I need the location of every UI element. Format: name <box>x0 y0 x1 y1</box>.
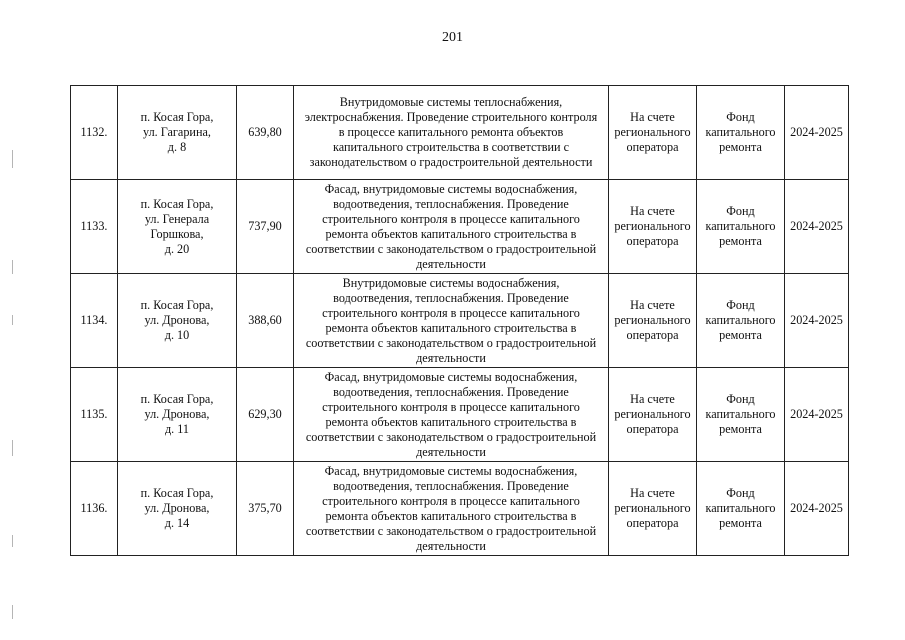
works-description-line: ремонта объектов капитального строительства в <box>325 414 577 429</box>
address-cell <box>118 86 237 180</box>
works-description-line: деятельности <box>416 444 486 459</box>
address-cell <box>118 368 237 462</box>
works-description-line: соответствии с законодательством о градостроительной <box>305 241 597 256</box>
works-description-cell <box>294 86 609 180</box>
funding-source-cell <box>697 274 785 368</box>
fund-owner-line: оператора <box>626 328 679 342</box>
funding-source-line: ремонта <box>719 328 762 342</box>
item-number-cell: 1132. <box>71 86 118 180</box>
works-description-line: водоотведения, теплоснабжения. Проведение <box>333 290 569 305</box>
period-cell: 2024-2025 <box>785 368 849 462</box>
address-line: ул. Дронова, <box>144 407 210 421</box>
item-number-cell: 1134. <box>71 274 118 368</box>
address-line: п. Косая Гора, <box>140 110 214 124</box>
fund-owner-cell <box>609 462 697 556</box>
fund-owner-line: регионального <box>614 219 691 233</box>
works-description-line: Фасад, внутридомовые системы водоснабжения, <box>324 463 578 478</box>
works-description-line: электроснабжения. Проведение строительного контроля <box>304 110 598 124</box>
works-description-cell <box>294 462 609 556</box>
area-cell: 639,80 <box>237 86 294 180</box>
period-cell: 2024-2025 <box>785 462 849 556</box>
fund-owner-cell <box>609 180 697 274</box>
address-line: п. Косая Гора, <box>140 196 214 211</box>
works-description-cell <box>294 368 609 462</box>
fund-owner-cell <box>609 274 697 368</box>
works-description-line: деятельности <box>416 538 486 553</box>
funding-source-cell <box>697 462 785 556</box>
fund-owner-line: регионального <box>614 125 691 139</box>
funding-source-line: капитального <box>705 501 776 515</box>
funding-source-line: капитального <box>705 407 776 421</box>
address-line: ул. Генерала <box>144 211 210 226</box>
address-line: д. 20 <box>164 241 190 256</box>
table-row <box>71 86 849 180</box>
funding-source-line: ремонта <box>719 234 762 248</box>
fund-owner-line: регионального <box>614 407 691 421</box>
works-description-line: законодательством о градостроительной деятельности <box>309 155 593 169</box>
address-line: д. 11 <box>164 422 190 436</box>
works-description-line: деятельности <box>416 350 486 365</box>
fund-owner-line: регионального <box>614 313 691 327</box>
works-description-line: соответствии с законодательством о градостроительной <box>305 523 597 538</box>
address-cell <box>118 462 237 556</box>
area-cell: 629,30 <box>237 368 294 462</box>
address-line: ул. Гагарина, <box>143 125 211 139</box>
fund-owner-line: оператора <box>626 234 679 248</box>
period-cell: 2024-2025 <box>785 274 849 368</box>
funding-source-line: капитального <box>705 313 776 327</box>
fund-owner-line: На счете <box>630 204 675 218</box>
funding-source-line: капитального <box>705 125 776 139</box>
scan-margin-marks <box>12 140 16 620</box>
address-line: п. Косая Гора, <box>140 486 214 500</box>
funding-source-line: Фонд <box>726 392 755 406</box>
area-cell: 737,90 <box>237 180 294 274</box>
page-number: 201 <box>442 30 463 45</box>
funding-source-cell <box>697 86 785 180</box>
funding-source-line: Фонд <box>726 204 755 218</box>
address-line: ул. Дронова, <box>144 501 210 515</box>
funding-source-line: ремонта <box>719 516 762 530</box>
repair-register-table <box>70 85 849 556</box>
funding-source-cell <box>697 180 785 274</box>
fund-owner-cell <box>609 86 697 180</box>
works-description-line: ремонта объектов капитального строительства в <box>325 508 577 523</box>
works-description-line: соответствии с законодательством о градостроительной <box>305 429 597 444</box>
table-row <box>71 274 849 368</box>
works-description-line: Фасад, внутридомовые системы водоснабжения, <box>324 181 578 196</box>
fund-owner-line: На счете <box>630 392 675 406</box>
table-row <box>71 462 849 556</box>
fund-owner-line: На счете <box>630 110 675 124</box>
address-line: ул. Дронова, <box>144 313 210 327</box>
fund-owner-line: На счете <box>630 486 675 500</box>
works-description-line: строительного контроля в процессе капитального <box>322 493 580 508</box>
funding-source-line: капитального <box>705 219 776 233</box>
works-description-line: Внутридомовые системы водоснабжения, <box>342 275 560 290</box>
address-line: д. 14 <box>164 516 190 530</box>
table-row <box>71 180 849 274</box>
funding-source-line: Фонд <box>726 110 755 124</box>
address-cell <box>118 274 237 368</box>
item-number-cell: 1136. <box>71 462 118 556</box>
works-description-line: ремонта объектов капитального строительства в <box>325 226 577 241</box>
item-number-cell: 1135. <box>71 368 118 462</box>
fund-owner-line: На счете <box>630 298 675 312</box>
area-cell: 388,60 <box>237 274 294 368</box>
address-cell <box>118 180 237 274</box>
fund-owner-line: регионального <box>614 501 691 515</box>
funding-source-cell <box>697 368 785 462</box>
address-line: Горшкова, <box>150 226 204 241</box>
works-description-line: строительного контроля в процессе капитального <box>322 305 580 320</box>
works-description-line: Внутридомовые системы теплоснабжения, <box>339 95 563 109</box>
address-line: п. Косая Гора, <box>140 298 214 312</box>
works-description-line: водоотведения, теплоснабжения. Проведение <box>333 384 569 399</box>
works-description-line: капитального строительства в соответствии с <box>333 140 569 154</box>
works-description-line: водоотведения, теплоснабжения. Проведение <box>333 478 569 493</box>
table-row <box>71 368 849 462</box>
funding-source-line: ремонта <box>719 140 762 154</box>
address-line: д. 10 <box>164 328 190 342</box>
item-number-cell: 1133. <box>71 180 118 274</box>
address-line: п. Косая Гора, <box>140 392 214 406</box>
period-cell: 2024-2025 <box>785 86 849 180</box>
works-description-line: Фасад, внутридомовые системы водоснабжения, <box>324 369 578 384</box>
period-cell: 2024-2025 <box>785 180 849 274</box>
works-description-line: деятельности <box>416 256 486 271</box>
funding-source-line: Фонд <box>726 486 755 500</box>
works-description-line: строительного контроля в процессе капитального <box>322 211 580 226</box>
works-description-line: ремонта объектов капитального строительства в <box>325 320 577 335</box>
address-line: д. 8 <box>167 140 187 154</box>
works-description-line: строительного контроля в процессе капитального <box>322 399 580 414</box>
works-description-line: соответствии с законодательством о градостроительной <box>305 335 597 350</box>
funding-source-line: ремонта <box>719 422 762 436</box>
works-description-line: в процессе капитального ремонта объектов <box>338 125 564 139</box>
works-description-cell <box>294 180 609 274</box>
fund-owner-line: оператора <box>626 140 679 154</box>
works-description-cell <box>294 274 609 368</box>
area-cell: 375,70 <box>237 462 294 556</box>
funding-source-line: Фонд <box>726 298 755 312</box>
fund-owner-line: оператора <box>626 422 679 436</box>
works-description-line: водоотведения, теплоснабжения. Проведение <box>333 196 569 211</box>
fund-owner-cell <box>609 368 697 462</box>
fund-owner-line: оператора <box>626 516 679 530</box>
